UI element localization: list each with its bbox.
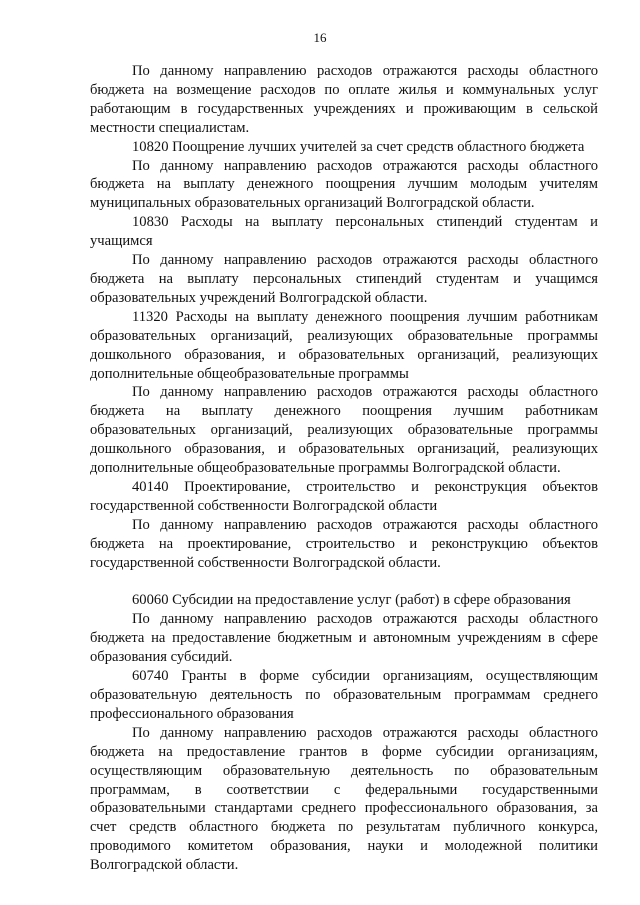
paragraph-60060: По данному направлению расходов отражаются расходы областного бюджета на предоставление бюджетным и автономным учреждениям в сфере образования субсидий. [90, 611, 598, 666]
paragraph-housing-compensation: По данному направлению расходов отражаются расходы областного бюджета на возмещение расходов по оплате жилья и коммунальных услуг работающим в государственных учреждениях и проживающим в сельской местности специалистам. [90, 63, 598, 136]
paragraph-10820: По данному направлению расходов отражаются расходы областного бюджета на выплату денежного поощрения лучшим молодым учителям муниципальных образовательных организаций Волгоградской области. [90, 157, 598, 212]
heading-60060: 60060 Субсидии на предоставление услуг (работ) в сфере образования [132, 592, 571, 609]
paragraph-10830: По данному направлению расходов отражаются расходы областного бюджета на выплату персональных стипендий студентам и учащимся образовательных учреждений Волгоградской области. [90, 252, 598, 306]
heading-40140: 40140 Проектирование, строительство и реконструкция объектов государственной собственности Волгоградской области [90, 478, 598, 514]
heading-10820: 10820 Поощрение лучших учителей за счет средств областного бюджета [132, 138, 585, 155]
paragraph-11320: По данному направлению расходов отражаются расходы областного бюджета на выплату денежного поощрения лучшим работникам образовательных организаций, реализующих образовательные программы дошкольного образования, и образовательных организаций, реализующих дополнительные общеобразовательные программы Волгоградской области. [90, 384, 598, 477]
paragraph-60740: По данному направлению расходов отражаются расходы областного бюджета на предоставление грантов в форме субсидии организациям, осуществляющим образовательную деятельность по образовательным программам, в соответствии с федеральными государственными образовательными стандартами среднего профессионального образования, за счет средств областного бюджета по результатам публичного конкурса, проводимого комитетом образования, науки и молодежной политики Волгоградской области. [90, 724, 598, 874]
document-body [90, 62, 598, 875]
heading-60740: 60740 Гранты в форме субсидии организациям, осуществляющим образовательную деятельность по образовательным программам среднего профессионального образования [90, 668, 598, 722]
page-number: 16 [313, 30, 327, 45]
heading-11320: 11320 Расходы на выплату денежного поощрения лучшим работникам образовательных организаций, реализующих образовательные программы дошкольного образования, и образовательных организаций, реализующих дополнительные общеобразовательные программы [90, 308, 598, 382]
heading-10830: 10830 Расходы на выплату персональных стипендий студентам и учащимся [90, 214, 598, 250]
paragraph-40140: По данному направлению расходов отражаются расходы областного бюджета на проектирование, строительство и реконструкцию объектов государственной собственности Волгоградской области. [90, 516, 598, 571]
